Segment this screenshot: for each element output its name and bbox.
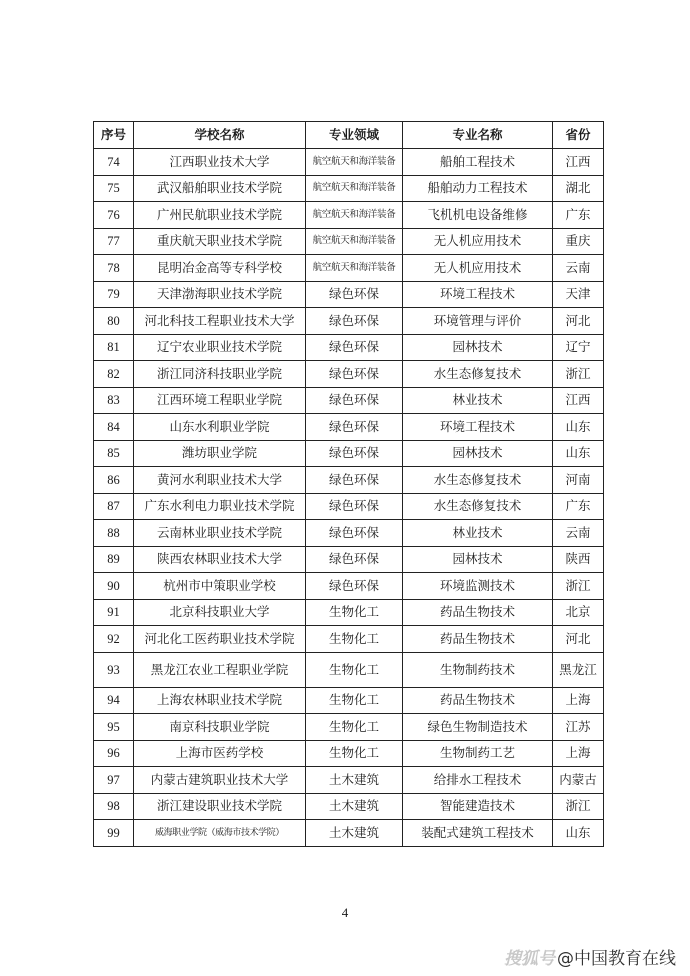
cell-field: 绿色环保 [306,334,403,361]
cell-school: 上海市医药学校 [134,740,306,767]
cell-school: 上海农林职业技术学院 [134,687,306,714]
cell-index: 77 [94,228,134,255]
cell-major: 船舶动力工程技术 [403,175,553,202]
cell-index: 89 [94,546,134,573]
header-index: 序号 [94,122,134,149]
cell-field: 绿色环保 [306,361,403,388]
cell-province: 江苏 [553,714,604,741]
cell-school: 北京科技职业大学 [134,599,306,626]
cell-index: 78 [94,255,134,282]
table-row [94,767,604,794]
cell-index: 93 [94,652,134,687]
cell-index: 85 [94,440,134,467]
cell-major: 林业技术 [403,520,553,547]
cell-major: 药品生物技术 [403,599,553,626]
cell-province: 陕西 [553,546,604,573]
cell-index: 97 [94,767,134,794]
table-row [94,493,604,520]
cell-school: 山东水利职业学院 [134,414,306,441]
cell-province: 北京 [553,599,604,626]
cell-school: 广东水利电力职业技术学院 [134,493,306,520]
cell-major: 绿色生物制造技术 [403,714,553,741]
table-row [94,820,604,847]
cell-field: 生物化工 [306,599,403,626]
header-province: 省份 [553,122,604,149]
cell-field: 绿色环保 [306,387,403,414]
cell-index: 95 [94,714,134,741]
table-row [94,440,604,467]
cell-field: 绿色环保 [306,440,403,467]
cell-major: 无人机应用技术 [403,255,553,282]
cell-school: 内蒙古建筑职业技术大学 [134,767,306,794]
table-row [94,308,604,335]
cell-index: 86 [94,467,134,494]
school-major-table [93,121,604,847]
cell-major: 环境管理与评价 [403,308,553,335]
cell-province: 上海 [553,740,604,767]
cell-index: 83 [94,387,134,414]
cell-province: 浙江 [553,573,604,600]
cell-major: 园林技术 [403,334,553,361]
cell-major: 环境工程技术 [403,281,553,308]
cell-school: 浙江同济科技职业学院 [134,361,306,388]
cell-field: 生物化工 [306,714,403,741]
cell-index: 79 [94,281,134,308]
cell-index: 74 [94,149,134,176]
cell-province: 山东 [553,440,604,467]
header-field: 专业领域 [306,122,403,149]
cell-index: 94 [94,687,134,714]
cell-province: 云南 [553,255,604,282]
cell-index: 82 [94,361,134,388]
table-row [94,202,604,229]
cell-field: 航空航天和海洋装备 [306,175,403,202]
page-number: 4 [341,905,349,920]
cell-major: 装配式建筑工程技术 [403,820,553,847]
header-school: 学校名称 [134,122,306,149]
table-row [94,599,604,626]
table-row [94,467,604,494]
cell-province: 重庆 [553,228,604,255]
cell-province: 云南 [553,520,604,547]
cell-field: 绿色环保 [306,414,403,441]
cell-field: 绿色环保 [306,520,403,547]
cell-province: 湖北 [553,175,604,202]
cell-field: 生物化工 [306,652,403,687]
table-row [94,414,604,441]
cell-major: 飞机机电设备维修 [403,202,553,229]
cell-field: 航空航天和海洋装备 [306,149,403,176]
cell-field: 生物化工 [306,687,403,714]
cell-province: 天津 [553,281,604,308]
cell-school: 威海职业学院（威海市技术学院） [134,820,306,847]
cell-school: 武汉船舶职业技术学院 [134,175,306,202]
cell-school: 杭州市中策职业学校 [134,573,306,600]
cell-school: 江西职业技术大学 [134,149,306,176]
cell-index: 87 [94,493,134,520]
cell-province: 河南 [553,467,604,494]
cell-province: 上海 [553,687,604,714]
cell-field: 绿色环保 [306,308,403,335]
cell-index: 99 [94,820,134,847]
cell-major: 无人机应用技术 [403,228,553,255]
cell-province: 江西 [553,149,604,176]
cell-school: 陕西农林职业技术大学 [134,546,306,573]
cell-major: 船舶工程技术 [403,149,553,176]
watermark-brand: 搜狐号 [504,949,555,969]
table-header-row [94,122,604,149]
cell-province: 河北 [553,308,604,335]
cell-major: 智能建造技术 [403,793,553,820]
cell-major: 药品生物技术 [403,626,553,653]
cell-province: 浙江 [553,793,604,820]
cell-province: 山东 [553,414,604,441]
cell-index: 76 [94,202,134,229]
cell-province: 江西 [553,387,604,414]
cell-school: 河北科技工程职业技术大学 [134,308,306,335]
cell-major: 药品生物技术 [403,687,553,714]
cell-field: 绿色环保 [306,493,403,520]
cell-province: 黑龙江 [553,652,604,687]
table-row [94,652,604,687]
cell-field: 航空航天和海洋装备 [306,255,403,282]
cell-field: 航空航天和海洋装备 [306,228,403,255]
cell-province: 辽宁 [553,334,604,361]
table-row [94,626,604,653]
cell-index: 96 [94,740,134,767]
cell-province: 浙江 [553,361,604,388]
table-row [94,361,604,388]
table-row [94,520,604,547]
cell-index: 88 [94,520,134,547]
table-row [94,573,604,600]
table-row [94,387,604,414]
cell-index: 92 [94,626,134,653]
cell-school: 河北化工医药职业技术学院 [134,626,306,653]
table-row [94,255,604,282]
cell-index: 80 [94,308,134,335]
cell-index: 75 [94,175,134,202]
table-row [94,334,604,361]
cell-province: 广东 [553,202,604,229]
cell-field: 航空航天和海洋装备 [306,202,403,229]
watermark [504,944,676,969]
table-row [94,149,604,176]
cell-school: 浙江建设职业技术学院 [134,793,306,820]
table-row [94,714,604,741]
cell-school: 南京科技职业学院 [134,714,306,741]
header-major: 专业名称 [403,122,553,149]
table-row [94,793,604,820]
cell-school: 潍坊职业学院 [134,440,306,467]
cell-school: 天津渤海职业技术学院 [134,281,306,308]
cell-school: 昆明冶金高等专科学校 [134,255,306,282]
cell-major: 给排水工程技术 [403,767,553,794]
cell-major: 水生态修复技术 [403,467,553,494]
cell-field: 生物化工 [306,626,403,653]
cell-index: 90 [94,573,134,600]
cell-major: 园林技术 [403,440,553,467]
cell-school: 黄河水利职业技术大学 [134,467,306,494]
cell-major: 环境监测技术 [403,573,553,600]
cell-index: 84 [94,414,134,441]
cell-field: 土木建筑 [306,793,403,820]
cell-province: 广东 [553,493,604,520]
watermark-text: @中国教育在线 [557,949,676,969]
cell-index: 81 [94,334,134,361]
cell-school: 黑龙江农业工程职业学院 [134,652,306,687]
cell-major: 园林技术 [403,546,553,573]
table-row [94,175,604,202]
cell-field: 绿色环保 [306,573,403,600]
cell-field: 土木建筑 [306,820,403,847]
cell-index: 91 [94,599,134,626]
cell-major: 环境工程技术 [403,414,553,441]
table-row [94,740,604,767]
table-row [94,687,604,714]
table-row [94,281,604,308]
cell-field: 绿色环保 [306,281,403,308]
cell-field: 生物化工 [306,740,403,767]
cell-major: 生物制药工艺 [403,740,553,767]
cell-province: 山东 [553,820,604,847]
table-row [94,546,604,573]
cell-school: 云南林业职业技术学院 [134,520,306,547]
cell-field: 土木建筑 [306,767,403,794]
cell-field: 绿色环保 [306,546,403,573]
cell-province: 河北 [553,626,604,653]
cell-major: 林业技术 [403,387,553,414]
cell-major: 生物制药技术 [403,652,553,687]
cell-index: 98 [94,793,134,820]
cell-field: 绿色环保 [306,467,403,494]
cell-major: 水生态修复技术 [403,493,553,520]
cell-school: 辽宁农业职业技术学院 [134,334,306,361]
table-row [94,228,604,255]
cell-major: 水生态修复技术 [403,361,553,388]
cell-school: 江西环境工程职业学院 [134,387,306,414]
cell-school: 重庆航天职业技术学院 [134,228,306,255]
cell-school: 广州民航职业技术学院 [134,202,306,229]
cell-province: 内蒙古 [553,767,604,794]
